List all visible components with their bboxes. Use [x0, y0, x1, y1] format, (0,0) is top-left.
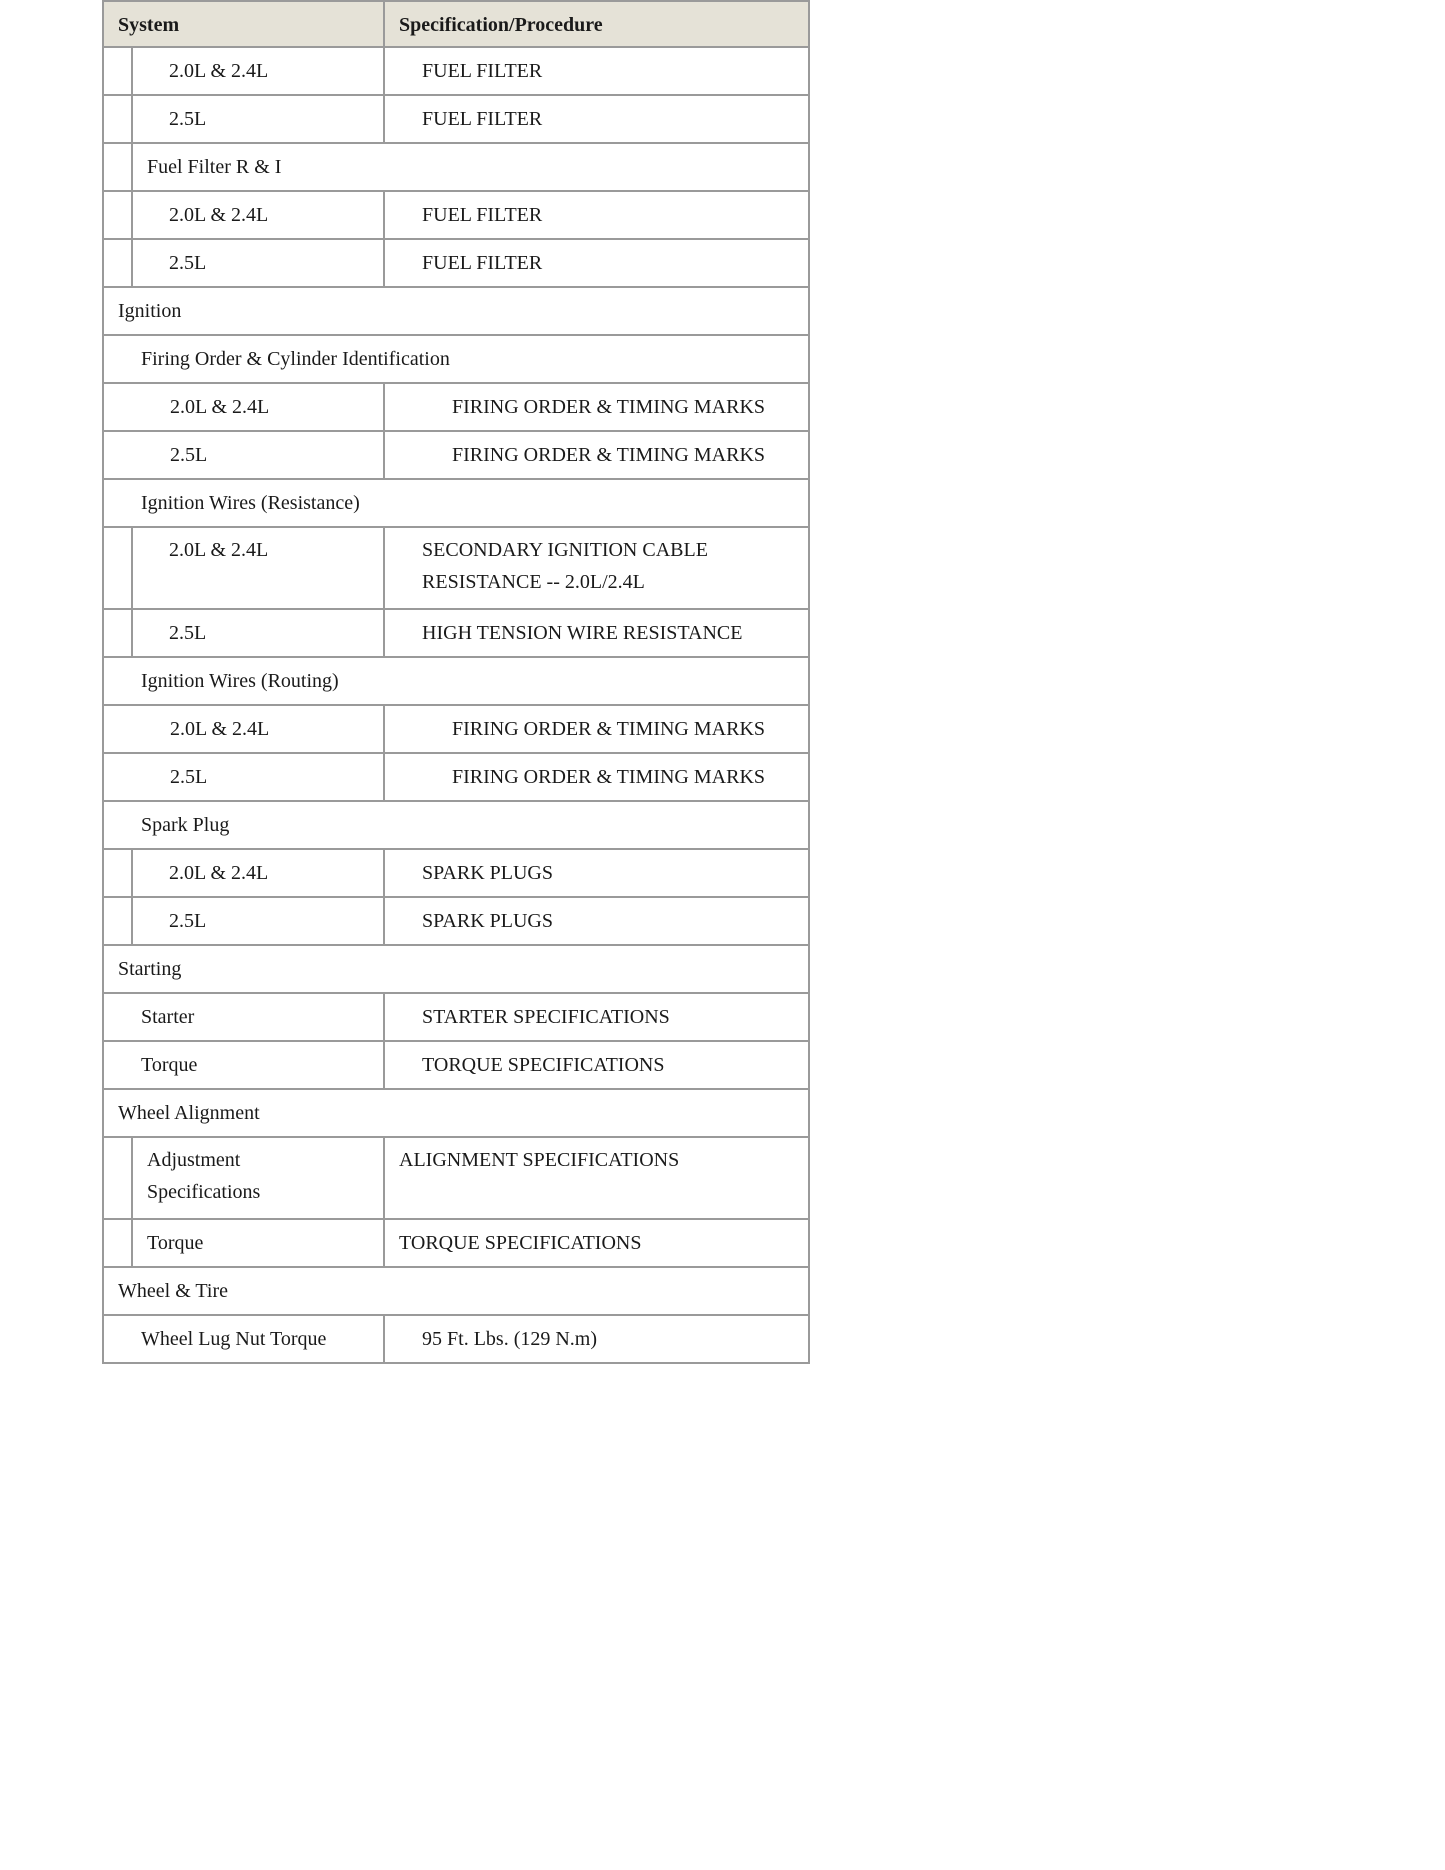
spec-link[interactable]: FIRING ORDER & TIMING MARKS	[384, 705, 809, 753]
table-row	[103, 1041, 809, 1089]
table-row	[103, 431, 809, 479]
system-cell: 2.5L	[103, 431, 384, 479]
table-row	[103, 1137, 809, 1219]
table-row	[103, 47, 809, 95]
table-row	[103, 609, 809, 657]
spec-link[interactable]: FIRING ORDER & TIMING MARKS	[384, 753, 809, 801]
system-cell: Torque	[103, 1041, 384, 1089]
group-label: Ignition	[103, 287, 809, 335]
spec-link[interactable]: FUEL FILTER	[384, 191, 809, 239]
table-row	[103, 849, 809, 897]
table-row	[103, 657, 809, 705]
group-label: Starting	[103, 945, 809, 993]
table-header-row	[103, 1, 809, 47]
table-row	[103, 95, 809, 143]
system-cell: Torque	[132, 1219, 384, 1267]
table-row	[103, 1089, 809, 1137]
system-cell: 2.5L	[132, 897, 384, 945]
table-row	[103, 335, 809, 383]
group-label: Wheel & Tire	[103, 1267, 809, 1315]
spec-link[interactable]: HIGH TENSION WIRE RESISTANCE	[384, 609, 809, 657]
system-cell: 2.0L & 2.4L	[132, 849, 384, 897]
system-cell: 2.0L & 2.4L	[132, 191, 384, 239]
table-row	[103, 383, 809, 431]
spec-link[interactable]: SECONDARY IGNITION CABLE RESISTANCE -- 2.0L/2.4L	[422, 539, 708, 593]
table-row	[103, 1219, 809, 1267]
system-cell: 2.0L & 2.4L	[103, 383, 384, 431]
table-row	[103, 993, 809, 1041]
spec-link[interactable]: SPARK PLUGS	[384, 897, 809, 945]
table-row	[103, 801, 809, 849]
specification-table	[102, 0, 810, 1364]
system-cell: 2.0L & 2.4L	[169, 539, 269, 561]
spec-link[interactable]: FIRING ORDER & TIMING MARKS	[384, 431, 809, 479]
subgroup-label: Spark Plug	[103, 801, 809, 849]
system-cell: Starter	[103, 993, 384, 1041]
subgroup-label: Ignition Wires (Resistance)	[103, 479, 809, 527]
system-cell: Wheel Lug Nut Torque	[103, 1315, 384, 1363]
table-row	[103, 479, 809, 527]
system-cell: 2.5L	[132, 609, 384, 657]
system-cell: 2.5L	[103, 753, 384, 801]
table-row	[103, 287, 809, 335]
system-cell: 2.0L & 2.4L	[132, 47, 384, 95]
spec-link[interactable]: TORQUE SPECIFICATIONS	[384, 1219, 809, 1267]
header-spec: Specification/Procedure	[384, 1, 809, 47]
spec-link[interactable]: SPARK PLUGS	[384, 849, 809, 897]
spec-link[interactable]: FUEL FILTER	[384, 95, 809, 143]
spec-link[interactable]: FIRING ORDER & TIMING MARKS	[384, 383, 809, 431]
table-row	[103, 753, 809, 801]
table-row	[103, 705, 809, 753]
subgroup-label: Firing Order & Cylinder Identification	[103, 335, 809, 383]
system-cell: 2.0L & 2.4L	[103, 705, 384, 753]
subgroup-label: Fuel Filter R & I	[132, 143, 809, 191]
table-row	[103, 897, 809, 945]
table-row	[103, 143, 809, 191]
table-row	[103, 1315, 809, 1363]
spec-link[interactable]: TORQUE SPECIFICATIONS	[384, 1041, 809, 1089]
group-label: Wheel Alignment	[103, 1089, 809, 1137]
header-system: System	[103, 1, 384, 47]
table-row	[103, 1267, 809, 1315]
table-row	[103, 945, 809, 993]
table-row	[103, 239, 809, 287]
table-row	[103, 191, 809, 239]
spec-link[interactable]: ALIGNMENT SPECIFICATIONS	[399, 1149, 680, 1171]
system-cell: Adjustment Specifications	[147, 1149, 261, 1203]
spec-link[interactable]: STARTER SPECIFICATIONS	[384, 993, 809, 1041]
system-cell: 2.5L	[132, 95, 384, 143]
spec-link[interactable]: FUEL FILTER	[384, 239, 809, 287]
spec-value: 95 Ft. Lbs. (129 N.m)	[384, 1315, 809, 1363]
subgroup-label: Ignition Wires (Routing)	[103, 657, 809, 705]
table-row	[103, 527, 809, 609]
system-cell: 2.5L	[132, 239, 384, 287]
spec-link[interactable]: FUEL FILTER	[384, 47, 809, 95]
